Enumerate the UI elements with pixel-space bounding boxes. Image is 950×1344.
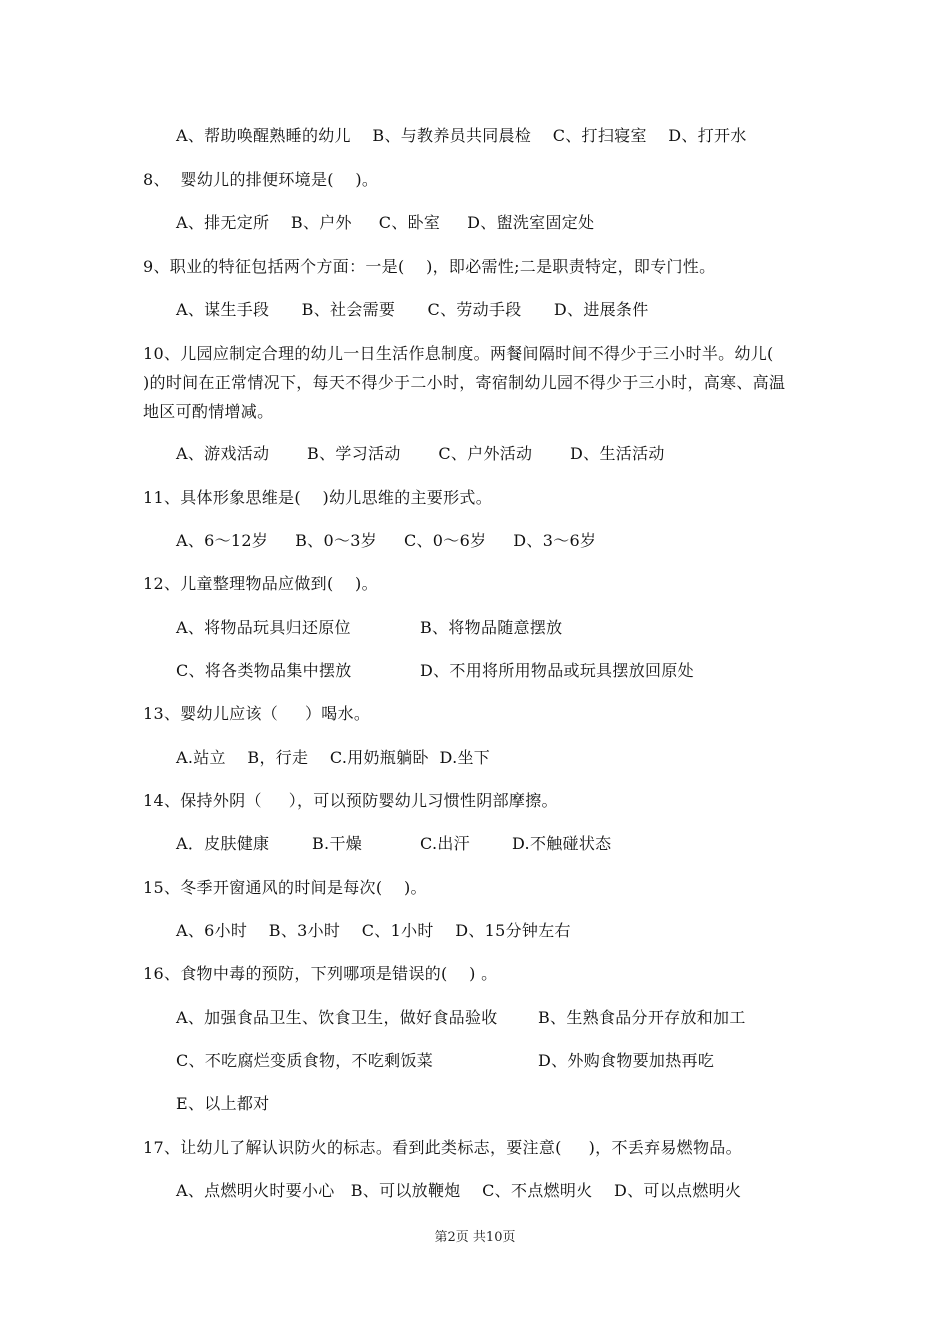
question-13: 13、婴幼儿应该（ ）喝水。	[143, 704, 371, 723]
question-15: 15、冬季开窗通风的时间是每次( )。	[143, 878, 427, 897]
question-17: 17、让幼儿了解认识防火的标志。看到此类标志，要注意( )，不丢弃易燃物品。	[143, 1138, 742, 1157]
options-q13: A.站立 B，行走 C.用奶瓶躺卧 D.坐下	[176, 748, 491, 767]
option-12-a: A、将物品玩具归还原位	[176, 618, 351, 637]
question-14: 14、保持外阴（ ），可以预防婴幼儿习惯性阴部摩擦。	[143, 791, 558, 810]
question-11: 11、具体形象思维是( )幼儿思维的主要形式。	[143, 488, 492, 507]
question-12: 12、儿童整理物品应做到( )。	[143, 574, 378, 593]
question-10-line2: )的时间在正常情况下，每天不得少于二小时，寄宿制幼儿园不得少于三小时，高寒、高温	[143, 373, 786, 392]
question-10-line1: 10、儿园应制定合理的幼儿一日生活作息制度。两餐间隔时间不得少于三小时半。幼儿(	[143, 344, 774, 363]
options-q10: A、游戏活动 B、学习活动 C、户外活动 D、生活活动	[176, 444, 665, 463]
option-16-c: C、不吃腐烂变质食物，不吃剩饭菜	[176, 1051, 434, 1070]
option-14-a: A．皮肤健康	[176, 834, 270, 853]
option-14-b: B.干燥	[312, 834, 363, 853]
question-9: 9、职业的特征包括两个方面：一是( )，即必需性;二是职责特定，即专门性。	[143, 257, 716, 276]
options-q8: A、排无定所 B、户外 C、卧室 D、盥洗室固定处	[176, 213, 595, 232]
option-12-c: C、将各类物品集中摆放	[176, 661, 352, 680]
options-q17: A、点燃明火时要小心 B、可以放鞭炮 C、不点燃明火 D、可以点燃明火	[176, 1181, 742, 1200]
option-16-d: D、外购食物要加热再吃	[538, 1051, 715, 1070]
option-12-d: D、不用将所用物品或玩具摆放回原处	[420, 661, 694, 680]
question-16: 16、食物中毒的预防，下列哪项是错误的( ) 。	[143, 964, 498, 983]
option-12-b: B、将物品随意摆放	[420, 618, 563, 637]
options-q11: A、6～12岁 B、0～3岁 C、0～6岁 D、3～6岁	[176, 531, 597, 550]
question-10-line3: 地区可酌情增减。	[143, 402, 274, 421]
options-q7: A、帮助唤醒熟睡的幼儿 B、与教养员共同晨检 C、打扫寝室 D、打开水	[176, 126, 747, 145]
page-number-footer: 第2页 共10页	[434, 1230, 516, 1245]
question-8: 8、 婴幼儿的排便环境是( )。	[143, 170, 379, 189]
option-16-e: E、以上都对	[176, 1094, 270, 1113]
option-16-b: B、生熟食品分开存放和加工	[538, 1008, 746, 1027]
option-16-a: A、加强食品卫生、饮食卫生，做好食品验收	[176, 1008, 498, 1027]
option-14-d: D.不触碰状态	[512, 834, 612, 853]
options-q15: A、6小时 B、3小时 C、1小时 D、15分钟左右	[176, 921, 571, 940]
option-14-c: C.出汗	[420, 834, 470, 853]
options-q9: A、谋生手段 B、社会需要 C、劳动手段 D、进展条件	[176, 300, 649, 319]
